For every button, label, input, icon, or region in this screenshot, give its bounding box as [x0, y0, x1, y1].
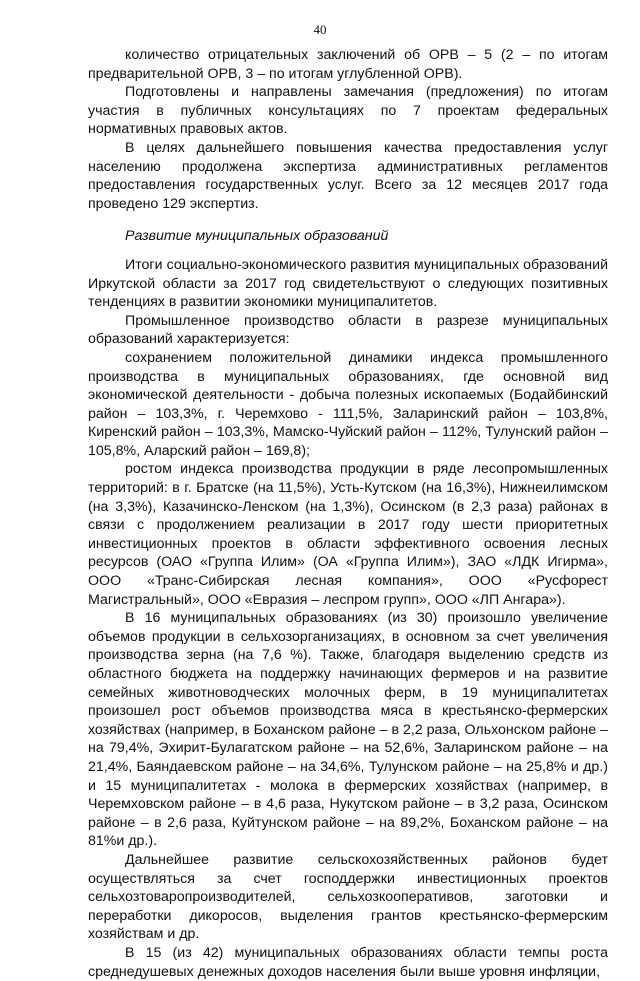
paragraph: сохранением положительной динамики индекса промышленного производства в муниципальных образованиях, где основной вид экономической деятельности - добыча полезных ископаемых (Бодайбинский район – 103,3%, г. Черемхово - 111,5%, Заларинский район – 103,8%, Киренский район – 103,3%, Мамско-Чуйский район – 112%, Тулунский район – 105,8%, Аларский район – 169,8); — [88, 349, 608, 459]
paragraph: Промышленное производство области в разрезе муниципальных образований характеризуется: — [88, 312, 608, 348]
paragraph: В целях дальнейшего повышения качества предоставления услуг населению продолжена экспертиза административных регламентов предоставления государственных услуг. Всего за 12 месяцев 2017 года проведено 129 экспертиз. — [88, 139, 608, 212]
paragraph: В 15 (из 42) муниципальных образованиях области темпы роста среднедушевых денежных доходов населения были выше уровня инфляции, — [88, 944, 608, 980]
document-body — [88, 46, 608, 981]
paragraph: Подготовлены и направлены замечания (предложения) по итогам участия в публичных консультациях по 7 проектам федеральных нормативных правовых актов. — [88, 84, 608, 138]
paragraph: ростом индекса производства продукции в ряде лесопромышленных территорий: в г. Братске (на 11,5%), Усть-Кутском (на 16,3%), Нижнеилимском (на 3,3%), Казачинско-Ленском (на 1,3%), Осинском (в 2,3 раза) районах в связи с продолжением реализации в 2017 году шести приоритетных инвестиционных проектов в области эффективного освоения лесных ресурсов (ОАО «Группа Илим» (ОА «Группа Илим»), ЗАО «ЛДК Игирма», ООО «Транс-Сибирская лесная компания», ООО «Русфорест Магистральный», ООО «Евразия – леспром групп», ООО «ЛП Ангара»). — [88, 461, 608, 608]
paragraph: количество отрицательных заключений об ОРВ – 5 (2 – по итогам предварительной ОРВ, 3 – по итогам углубленной ОРВ). — [88, 47, 608, 82]
page-number: 40 — [313, 22, 327, 37]
paragraph: Дальнейшее развитие сельскохозяйственных районов будет осуществляться за счет господдержки инвестиционных проектов сельхозтоваропроизводителей, сельхозкооперативов, заготовки и переработки дикоросов, выделения грантов крестьянско-фермерским хозяйствам и др. — [88, 851, 608, 943]
paragraph: Итоги социально-экономического развития муниципальных образований Иркутской области за 2017 год свидетельствуют о следующих позитивных тенденциях в развитии экономики муниципалитетов. — [88, 256, 608, 311]
paragraph: В 16 муниципальных образованиях (из 30) произошло увеличение объемов продукции в сельхозорганизациях, в основном за счет увеличения производства зерна (на 7,6 %). Также, благодаря выделению средств из областного бюджета на поддержку начинающих фермеров и на развитие семейных животноводческих молочных ферм, в 19 муниципалитетах произошел рост объемов производства мяса в крестьянско-фермерских хозяйствах (например, в Боханском районе – в 2,2 раза, Ольхонском районе – на 79,4%, Эхирит-Булагатском районе – на 52,6%, Заларинском районе – на 21,4%, Баяндаевском районе – на 34,6%, Тулунском районе – на 25,8% и др.) и 15 муниципалитетах - молока в фермерских хозяйствах (например, в Черемховском районе – в 4,6 раза, Нукутском районе – в 3,2 раза, Осинском районе – в 2,6 раза, Куйтунском районе – на 89,2%, Боханском районе – на 81%и др.). — [88, 610, 608, 850]
section-heading: Развитие муниципальных образований — [125, 228, 389, 245]
